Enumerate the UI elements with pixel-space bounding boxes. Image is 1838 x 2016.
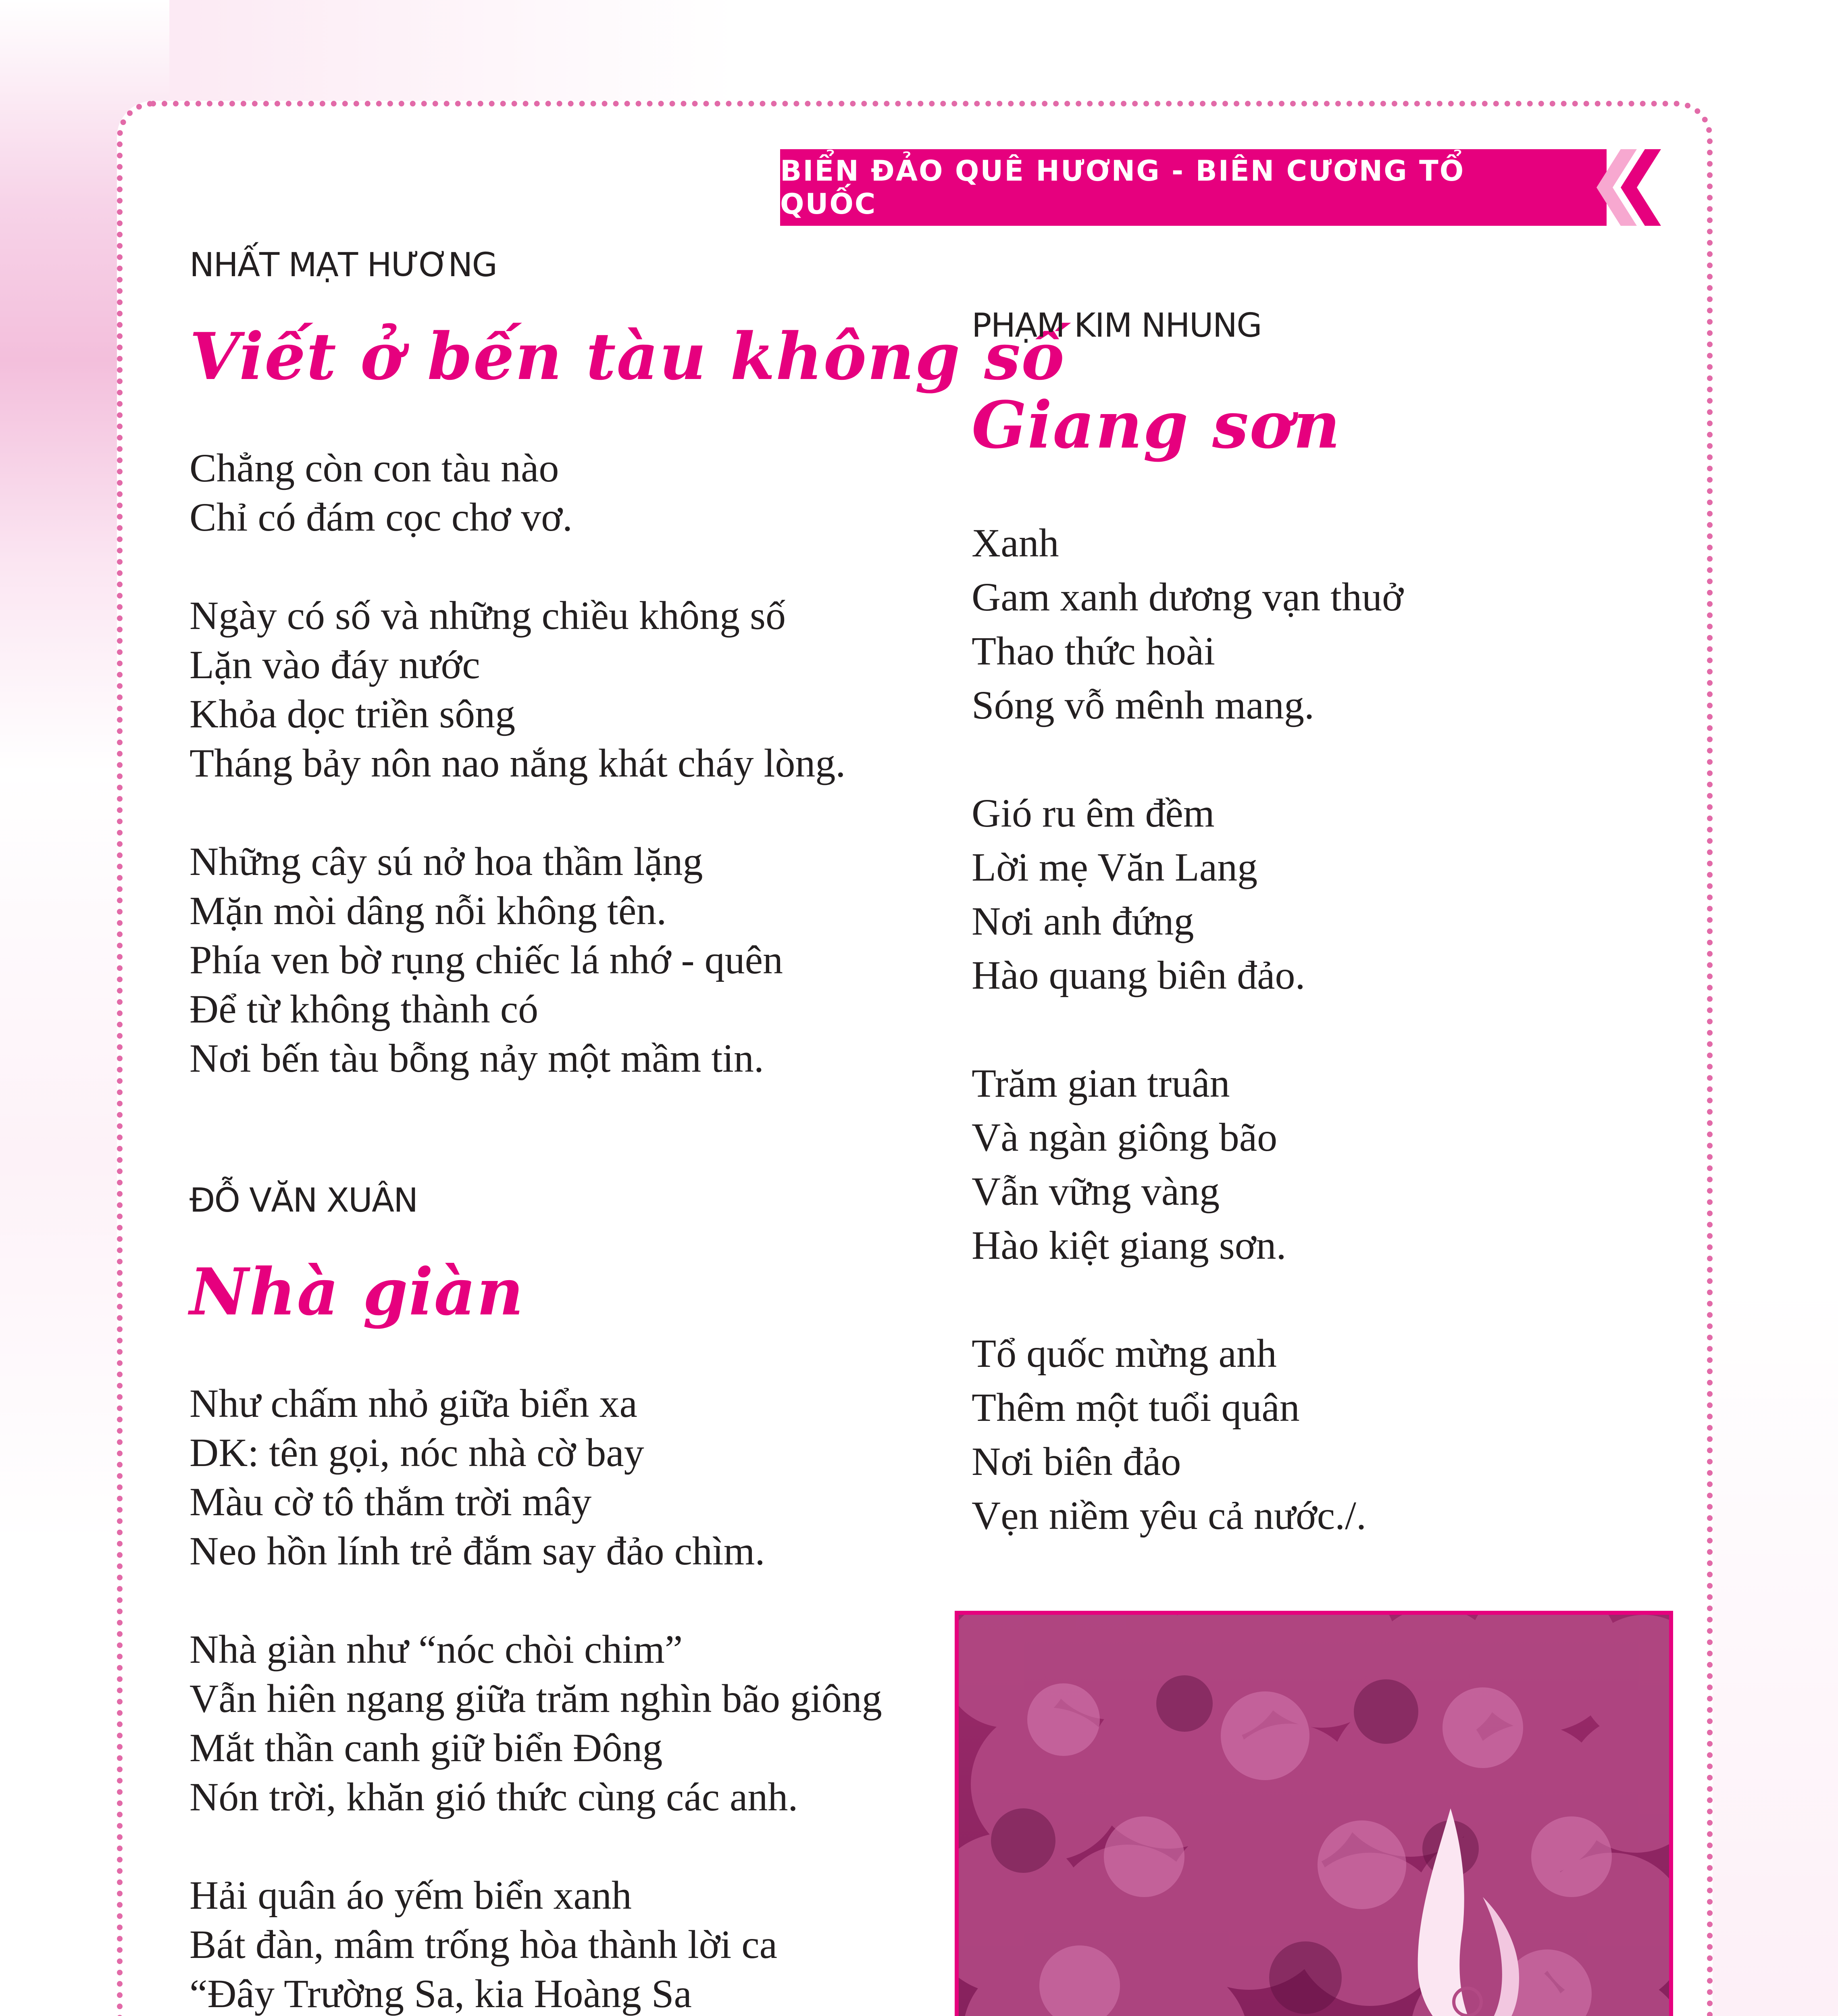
poem-stanza <box>972 516 1403 732</box>
poem-line: “Đây Trường Sa, kia Hoàng Sa <box>189 1971 692 2016</box>
poem-author: NHẤT MẠT HƯƠNG <box>189 246 497 284</box>
poem-line: Nhà giàn như “nóc chòi chim” <box>189 1627 683 1672</box>
poem-line: Vẫn vững vàng <box>972 1169 1220 1214</box>
poem-line: Vẫn hiên ngang giữa trăm nghìn bão giông <box>189 1676 882 1721</box>
poem-line: Gam xanh dương vạn thuở <box>972 575 1403 619</box>
poem-line: Mắt thần canh giữ biển Đông <box>189 1725 663 1770</box>
poem-line: Những cây sú nở hoa thầm lặng <box>189 839 703 884</box>
chevron-left-icon <box>1597 149 1669 226</box>
poem-line: Neo hồn lính trẻ đắm say đảo chìm. <box>189 1529 765 1573</box>
poem-body <box>972 516 1403 1597</box>
poem-title: Nhà giàn <box>189 1254 525 1330</box>
poem-line: DK: tên gọi, nóc nhà cờ bay <box>189 1430 644 1475</box>
section-title: BIỂN ĐẢO QUÊ HƯƠNG - BIÊN CƯƠNG TỔ QUỐC <box>780 154 1465 221</box>
monument-illustration <box>959 1615 1669 2016</box>
poem-line: Thêm một tuổi quân <box>972 1385 1300 1430</box>
poem-line: Chẳng còn con tàu nào <box>189 446 559 490</box>
poem-line: Ngày có số và những chiều không số <box>189 593 786 638</box>
poem-stanza <box>189 1871 882 2016</box>
poem-stanza <box>189 1379 882 1576</box>
poem-line: Vẹn niềm yêu cả nước./. <box>972 1493 1366 1538</box>
poem-body <box>189 1379 882 2016</box>
poem-stanza <box>972 786 1403 1002</box>
poem-line: Sóng vỗ mênh mang. <box>972 683 1314 727</box>
poem-stanza <box>189 444 845 542</box>
poem-line: Lời mẹ Văn Lang <box>972 845 1258 889</box>
poem-line: Nơi biên đảo <box>972 1439 1181 1484</box>
poem-stanza <box>972 1056 1403 1272</box>
poem-line: Phía ven bờ rụng chiếc lá nhớ - quên <box>189 937 783 982</box>
poem-line: Nơi bến tàu bỗng nảy một mầm tin. <box>189 1036 764 1081</box>
poem-stanza <box>189 837 845 1083</box>
poem-line: Hào quang biên đảo. <box>972 953 1305 998</box>
poem-stanza <box>189 591 845 788</box>
poem-line: Khỏa dọc triền sông <box>189 691 516 736</box>
poem-author: PHẠM KIM NHUNG <box>972 306 1261 345</box>
poem-line: Gió ru êm đềm <box>972 791 1215 835</box>
poem-body <box>189 444 845 1132</box>
poem-line: Tổ quốc mừng anh <box>972 1331 1277 1376</box>
poem-line: Nón trời, khăn gió thức cùng các anh. <box>189 1774 798 1819</box>
poem-line: Bát đàn, mâm trống hòa thành lời ca <box>189 1922 778 1967</box>
poem-line: Và ngàn giông bão <box>972 1115 1278 1160</box>
poem-line: Thao thức hoài <box>972 629 1216 673</box>
poem-line: Chỉ có đám cọc chơ vơ. <box>189 495 572 539</box>
section-header-bar <box>780 149 1607 226</box>
poem-title: Viết ở bến tàu không số <box>189 319 1065 394</box>
poem-stanza <box>972 1327 1403 1543</box>
poem-line: Lặn vào đáy nước <box>189 642 480 687</box>
poem-line: Xanh <box>972 521 1059 565</box>
background-right <box>1709 0 1838 2016</box>
poem-line: Mặn mòi dâng nỗi không tên. <box>189 888 667 933</box>
poem-line: Hào kiệt giang sơn. <box>972 1223 1286 1268</box>
poem-line: Nơi anh đứng <box>972 899 1194 943</box>
poem-stanza <box>189 1625 882 1822</box>
poem-line: Như chấm nhỏ giữa biển xa <box>189 1381 637 1426</box>
poem-line: Hải quân áo yếm biển xanh <box>189 1873 632 1918</box>
poem-line: Màu cờ tô thắm trời mây <box>189 1479 592 1524</box>
poem-line: Trăm gian truân <box>972 1061 1230 1106</box>
poem-line: Để từ không thành có <box>189 987 539 1031</box>
monument-photo <box>955 1611 1673 2016</box>
poem-title: Giang sơn <box>972 387 1341 463</box>
poem-line: Tháng bảy nôn nao nắng khát cháy lòng. <box>189 741 846 785</box>
poem-author: ĐỖ VĂN XUÂN <box>189 1181 418 1220</box>
